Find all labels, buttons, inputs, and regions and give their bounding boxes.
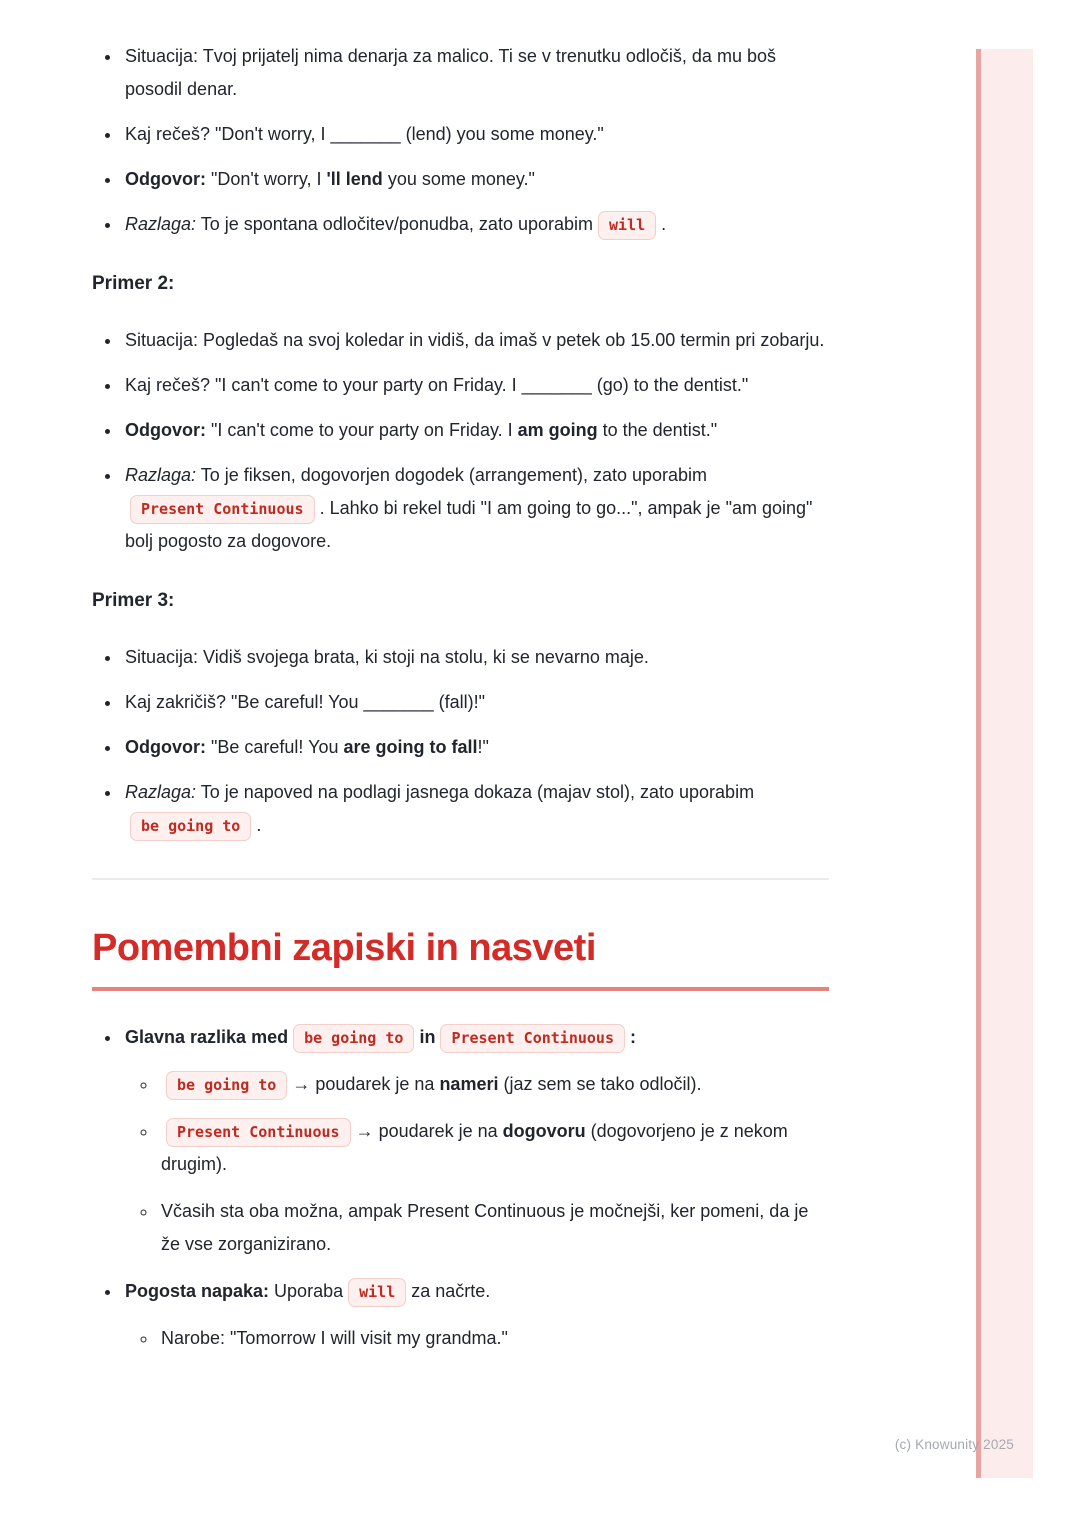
text-run: !" [477, 737, 489, 757]
bullet-list [92, 641, 829, 842]
list-item [122, 641, 829, 674]
text-run: → poudarek je na [355, 1121, 503, 1141]
bold-text: Odgovor: [125, 169, 206, 189]
list-item [122, 459, 829, 558]
text-run: To je fiksen, dogovorjen dogodek (arrangement), zato uporabim [196, 465, 708, 485]
copyright-label: (c) Knowunity 2025 [894, 1437, 1014, 1452]
text-run: To je spontana odločitev/ponudba, zato uporabim [196, 214, 593, 234]
bullet-list [92, 40, 829, 241]
list-item [122, 414, 829, 447]
italic-text: Razlaga: [125, 782, 197, 802]
code-chip: will [348, 1278, 406, 1307]
text-run: Situacija: Tvoj prijatelj nima denarja za malico. Ti se v trenutku odločiš, da mu boš posodil denar. [125, 46, 776, 99]
list-item [122, 324, 829, 357]
page-edge-strip [976, 49, 1033, 1478]
sub-list [125, 1322, 829, 1355]
list-item [122, 369, 829, 402]
list-item [122, 1021, 829, 1261]
example-heading: Primer 2: [92, 273, 175, 294]
bold-text: 'll lend [326, 169, 383, 189]
list-item [122, 686, 829, 719]
text-run: To je napoved na podlagi jasnega dokaza (majav stol), zato uporabim [196, 782, 755, 802]
text-run: (jaz sem se tako odločil). [498, 1074, 702, 1094]
text-run: Kaj rečeš? "Don't worry, I _______ (lend) you some money." [125, 124, 604, 144]
code-chip: will [598, 211, 656, 240]
text-run: Kaj zakričiš? "Be careful! You _______ (fall)!" [125, 692, 485, 712]
text-run: to the dentist." [597, 420, 718, 440]
sub-list-item [158, 1068, 829, 1101]
bold-text: am going [517, 420, 598, 440]
code-chip: Present Continuous [440, 1024, 625, 1053]
text-run: Situacija: Pogledaš na svoj koledar in vidiš, da imaš v petek ob 15.00 termin pri zobarju. [125, 330, 825, 350]
bold-text: Pogosta napaka: [125, 1281, 270, 1301]
bold-text: : [630, 1027, 636, 1047]
bullet-list [92, 324, 829, 558]
text-run: → poudarek je na [292, 1074, 440, 1094]
text-run: . Lahko bi rekel tudi "I am going to go...", ampak je "am going" bolj pogosto za dogovore. [125, 498, 813, 551]
section-title: Pomembni zapiski in nasveti [92, 926, 829, 991]
text-run: . [661, 214, 667, 234]
bold-text: dogovoru [502, 1121, 586, 1141]
text-run: za načrte. [411, 1281, 491, 1301]
bold-text: nameri [439, 1074, 499, 1094]
bullet-list [92, 1021, 829, 1355]
list-item [122, 776, 829, 842]
bold-text: Odgovor: [125, 737, 206, 757]
italic-text: Razlaga: [125, 214, 197, 234]
sub-list-item [158, 1195, 829, 1261]
code-chip: Present Continuous [130, 495, 315, 524]
sub-list [125, 1068, 829, 1261]
document-body [92, 40, 829, 1369]
code-chip: be going to [293, 1024, 414, 1053]
italic-text: Razlaga: [125, 465, 197, 485]
bold-text: are going to fall [343, 737, 478, 757]
bold-text: in [419, 1027, 436, 1047]
text-run: "Be careful! You [206, 737, 344, 757]
list-item [122, 731, 829, 764]
text-run: "Don't worry, I [206, 169, 327, 189]
bold-text: Glavna razlika med [125, 1027, 289, 1047]
bold-text: Odgovor: [125, 420, 206, 440]
section-divider [92, 878, 829, 880]
list-item [122, 1275, 829, 1355]
list-item [122, 208, 829, 241]
code-chip: Present Continuous [166, 1118, 351, 1147]
code-chip: be going to [166, 1071, 287, 1100]
text-run: Narobe: "Tomorrow I will visit my grandma." [161, 1328, 508, 1348]
text-run: Uporaba [269, 1281, 344, 1301]
text-run: . [256, 815, 262, 835]
text-run: Situacija: Vidiš svojega brata, ki stoji na stolu, ki se nevarno maje. [125, 647, 649, 667]
text-run: you some money." [382, 169, 535, 189]
list-item [122, 40, 829, 106]
example-heading: Primer 3: [92, 590, 175, 611]
sub-list-item [158, 1115, 829, 1181]
text-run: Včasih sta oba možna, ampak Present Continuous je močnejši, ker pomeni, da je že vse zorganizirano. [161, 1201, 809, 1254]
list-item [122, 118, 829, 151]
code-chip: be going to [130, 812, 251, 841]
sub-list-item [158, 1322, 829, 1355]
text-run: Kaj rečeš? "I can't come to your party on Friday. I _______ (go) to the dentist." [125, 375, 749, 395]
text-run: (dogovorjeno je z nekom drugim). [161, 1121, 788, 1174]
text-run: "I can't come to your party on Friday. I [206, 420, 518, 440]
list-item [122, 163, 829, 196]
